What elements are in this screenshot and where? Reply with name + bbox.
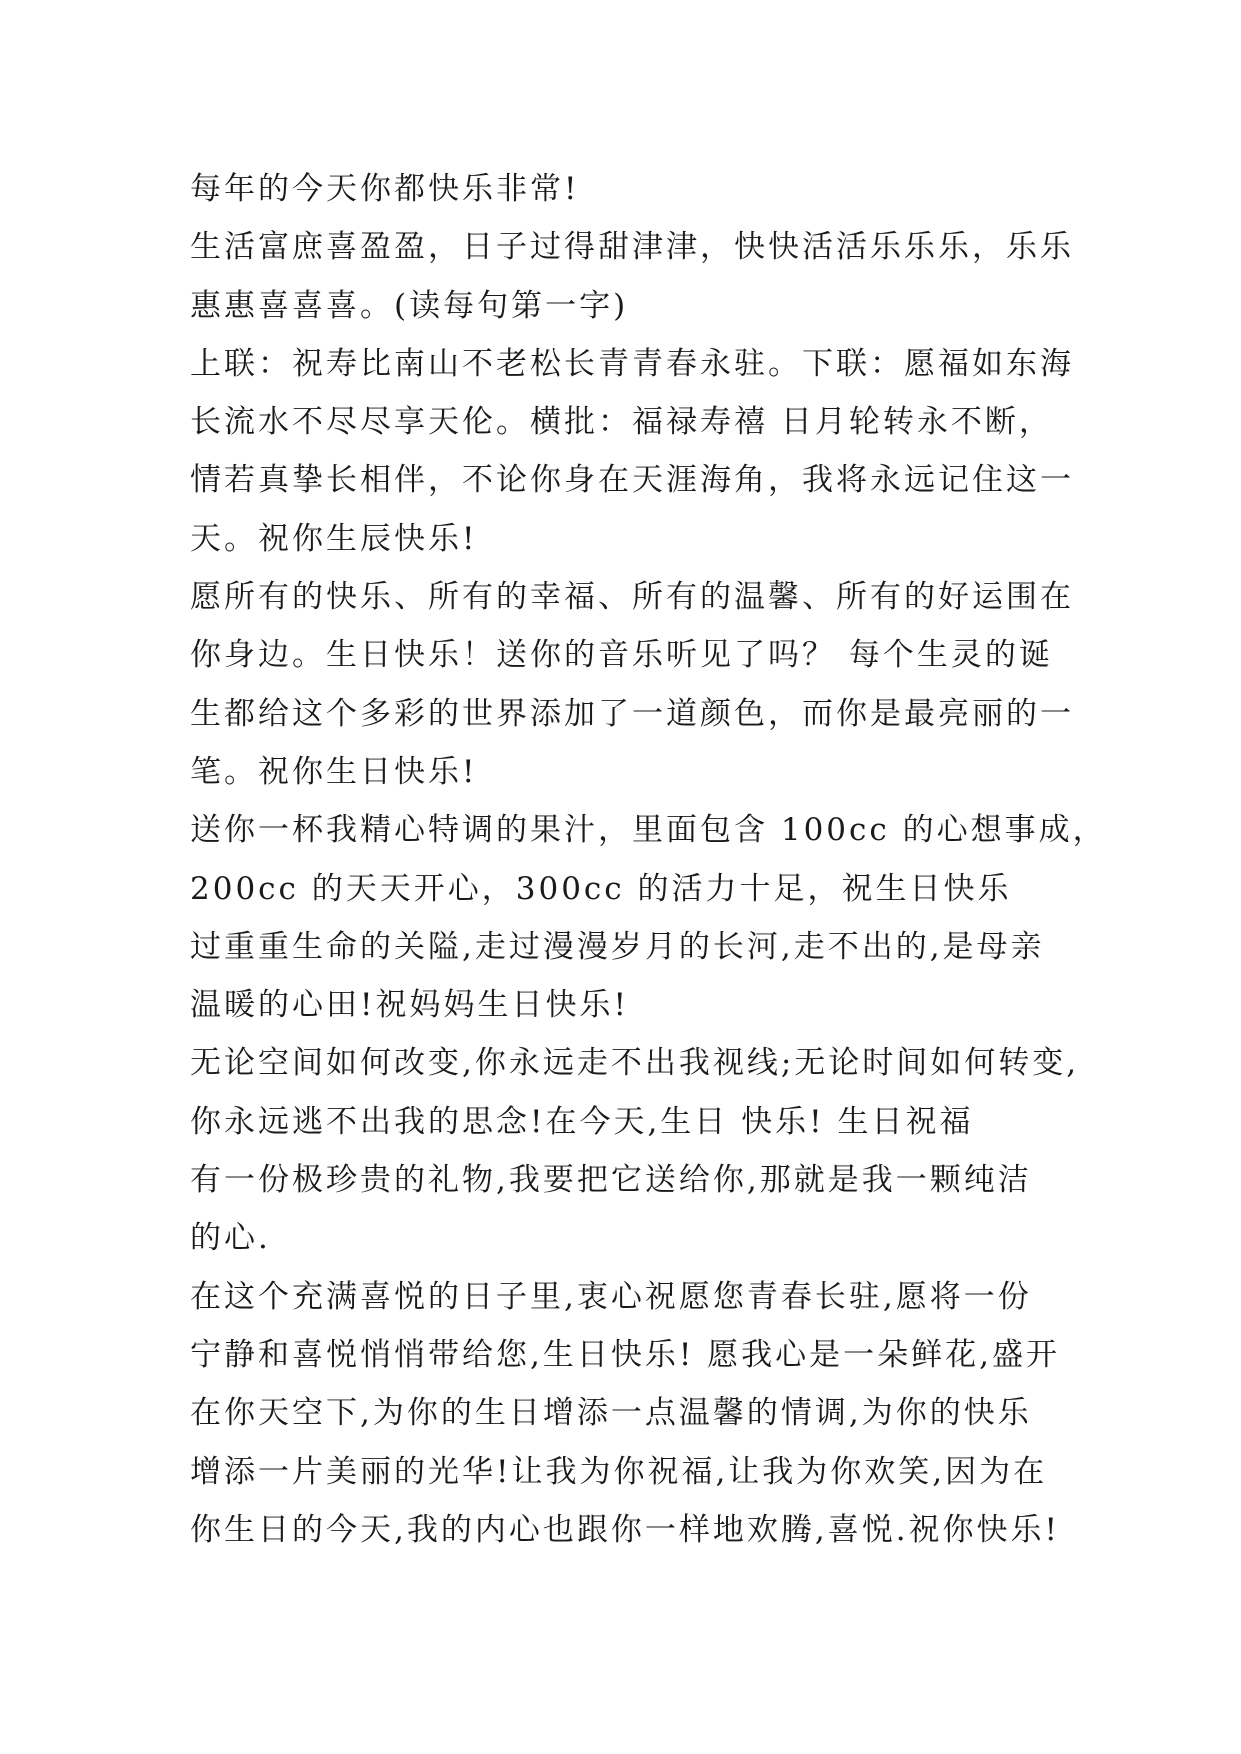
text-line: 生活富庶喜盈盈，日子过得甜津津，快快活活乐乐乐，乐乐 bbox=[190, 229, 1074, 266]
text-line: 的心. bbox=[190, 1220, 271, 1257]
body-text bbox=[190, 160, 1107, 1559]
text-line: 上联：祝寿比南山不老松长青青春永驻。下联：愿福如东海 bbox=[190, 345, 1074, 382]
text-line: 送你一杯我精心特调的果汁，里面包含 100cc 的心想事成， bbox=[190, 812, 1107, 849]
text-line: 愿所有的快乐、所有的幸福、所有的温馨、所有的好运围在 bbox=[190, 579, 1074, 616]
text-line: 你身边。生日快乐！送你的音乐听见了吗？ 每个生灵的诞 bbox=[190, 637, 1053, 674]
text-line: 宁静和喜悦悄悄带给您,生日快乐! 愿我心是一朵鲜花,盛开 bbox=[190, 1336, 1061, 1373]
text-line: 惠惠喜喜喜。(读每句第一字) bbox=[190, 287, 629, 324]
text-line: 笔。祝你生日快乐! bbox=[190, 753, 478, 790]
text-line: 情若真挚长相伴，不论你身在天涯海角，我将永远记住这一 bbox=[190, 462, 1074, 499]
text-line: 你永远逃不出我的思念!在今天,生日 快乐! 生日祝福 bbox=[190, 1103, 974, 1140]
text-line: 长流水不尽尽享天伦。横批：福禄寿禧 日月轮转永不断， bbox=[190, 404, 1053, 441]
text-line: 200cc 的天天开心，300cc 的活力十足，祝生日快乐 bbox=[190, 870, 1012, 907]
text-line: 生都给这个多彩的世界添加了一道颜色，而你是最亮丽的一 bbox=[190, 695, 1074, 732]
text-line: 每年的今天你都快乐非常! bbox=[190, 171, 580, 207]
text-line: 你生日的今天,我的内心也跟你一样地欢腾,喜悦.祝你快乐! bbox=[190, 1511, 1061, 1548]
text-line: 有一份极珍贵的礼物,我要把它送给你,那就是我一颗纯洁 bbox=[190, 1162, 1032, 1199]
text-line: 天。祝你生辰快乐! bbox=[190, 520, 478, 557]
text-line: 增添一片美丽的光华!让我为你祝福,让我为你欢笑,因为在 bbox=[190, 1453, 1048, 1490]
text-line: 温暖的心田!祝妈妈生日快乐! bbox=[190, 987, 629, 1024]
text-line: 无论空间如何改变,你永远走不出我视线;无论时间如何转变, bbox=[190, 1045, 1080, 1082]
text-line: 在你天空下,为你的生日增添一点温馨的情调,为你的快乐 bbox=[190, 1395, 1032, 1432]
text-line: 过重重生命的关隘,走过漫漫岁月的长河,走不出的,是母亲 bbox=[190, 928, 1045, 965]
text-line: 在这个充满喜悦的日子里,衷心祝愿您青春长驻,愿将一份 bbox=[190, 1278, 1032, 1315]
